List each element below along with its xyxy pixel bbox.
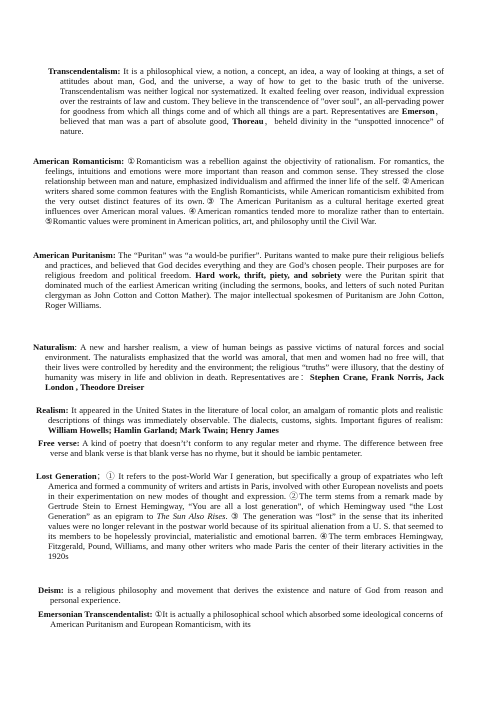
entry-term: Realism: — [36, 405, 69, 415]
body-text: It is a philosophical view, a notion, a concept, an idea, a way of looking at things, a set of attitudes about man, God, and the universe, a way of how to get to the basic truth of the universe. Transcendentalism was neither logical nor systematized. It exalted feeling over reason, individual expression over the restraints of law and custom. They believe in the transcendence of "over soul", an all-pervading power for goodness from which all things come and of which all things are a part. Representatives are — [60, 66, 444, 117]
entry-american-romanticism — [33, 156, 444, 226]
bold-text: Thoreau — [232, 116, 264, 127]
bold-text: Stephen Crane, Frank Norris, Jack London , Theodore Dreiser — [45, 372, 444, 393]
entry-paragraph — [33, 250, 445, 311]
bold-text: Hard work, thrift, piety, and sobriety — [195, 270, 342, 281]
entry-term: Emersonian Transcendentalist: — [38, 609, 153, 619]
entry-free-verse — [38, 438, 443, 458]
entry-term: Lost Generation — [36, 471, 97, 481]
body-text: ①Romanticism was a rebellion against the objectivity of rationalism. For romantics, the feelings, intuitions and emotions were more important than reason and common sense. They stressed the close relationship between man and nature, emphasized individualism and affirmed the inner life of the self. ②American writers shared some common features with the English Romanticists, while American romanticism exhibited from the very outset distinct features of its own.③ The American Puritanism as a cultural heritage exerted great influences over American moral values. ④American romantics tended more to moralize rather than to entertain. ⑤Romantic values were prominent in American politics, art, and philosophy until the Civil War. — [45, 156, 445, 227]
entry-term: Naturalism — [33, 342, 75, 352]
entry-paragraph — [36, 471, 444, 562]
entry-paragraph — [38, 585, 443, 606]
body-text: is a religious philosophy and movement that derives the existence and nature of God from reason and personal experience. — [50, 585, 443, 606]
entry-naturalism — [33, 342, 444, 392]
entry-paragraph — [38, 438, 443, 459]
entry-american-puritanism — [33, 250, 444, 310]
italic-title: The Sun Also Rises — [156, 511, 226, 522]
bold-text: Emerson — [401, 106, 435, 117]
entry-paragraph — [48, 66, 444, 137]
entry-deism — [38, 585, 443, 605]
body-text: The “Puritan” was “a would-be purifier”. Puritans wanted to make pure their religious beliefs and practices, and believed that God decides everything and they are God’s chosen people. Their purposes are for religious freedom and political freedom. — [45, 250, 445, 281]
entry-paragraph — [33, 156, 445, 227]
body-text: were the Puritan spirit that dominated much of the earliest American writing (including the sermons, books, and letters of such noted Puritan clergyman as John Cotton and Cotton Mather). The major intellectual spokesmen of Puritanism are John Cotton, Roger Williams. — [45, 270, 445, 311]
entry-paragraph — [33, 342, 444, 393]
body-text: . ③ The generation was “lost” in the sense that its inherited values were no longer relevant in the postwar world because of its spiritual alienation from a U. S. that seemed to its members to be hopelessly provincial, materialistic and emotional barren. ④The term embraces Hemingway, Fitzgerald, Pound, Williams, and many other writers who made Paris the center of their literary activities in the 1920s — [48, 511, 443, 562]
body-text: ，beheld divinity in the “unspotted innocence” of nature. — [60, 116, 444, 137]
body-text: It appeared in the United States in the literature of local color, an amalgam of romantic plots and realistic descriptions of things was immediately observable. The dialects, customs, sights. Important figures of realism: — [48, 405, 443, 426]
body-text: ；① It refers to the post-World War I generation, but specifically a group of expatriates who left America and formed a community of writers and artists in Paris, involved with other European novelists and poets in their experimentation on new modes of thought and expression. ②The term stems from a remark made by Gertrude Stein to Ernest Hemingway, “You are all a lost generation”, of which Hemingway used “the Lost Generation” as an epigram to — [48, 471, 444, 522]
body-text: ，believed that man was a part of absolute good, — [60, 106, 444, 127]
entry-term: American Puritanism: — [33, 250, 116, 260]
entry-paragraph — [36, 405, 443, 436]
body-text: A kind of poetry that doesn’t’t conform to any regular meter and rhyme. The difference between free verse and blank verse is that blank verse has no rhyme, but it should be iambic pentameter. — [50, 438, 443, 459]
entry-transcendentalism — [48, 66, 444, 136]
entry-term: American Romanticism: — [33, 156, 125, 166]
body-text: : A new and harsher realism, a view of human beings as passive victims of natural forces and social environment. The naturalists emphasized that the world was amoral, that men and women had no free will, that their lives were controlled by heredity and the environment; the religious “truths” were illusory, that the destiny of humanity was misery in life and oblivion in death. Representatives are： — [45, 342, 444, 383]
entry-paragraph — [38, 609, 443, 630]
entry-emersonian-transcendentalist — [38, 609, 443, 629]
bold-text: William Howells; Hamlin Garland; Mark Twain; Henry James — [48, 425, 279, 436]
entry-term: Free verse: — [38, 438, 80, 448]
body-text: ①It is actually a philosophical school which absorbed some ideological concerns of American Puritanism and European Romanticism, with its — [50, 609, 443, 630]
entry-lost-generation — [36, 471, 443, 561]
entry-realism — [36, 405, 443, 435]
entry-term: Transcendentalism: — [48, 66, 121, 76]
entry-term: Deism: — [38, 585, 64, 595]
